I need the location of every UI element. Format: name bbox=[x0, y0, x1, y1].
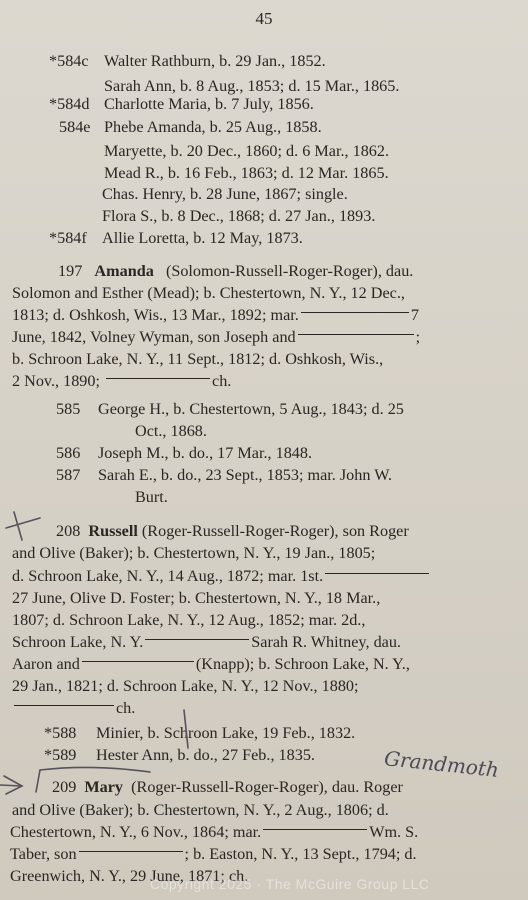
list-item: 584e bbox=[59, 118, 91, 136]
list-item-text: Mead R., b. 16 Feb., 1863; d. 12 Mar. 1865. bbox=[104, 164, 389, 182]
child-text: Joseph M., b. do., 17 Mar., 1848. bbox=[98, 444, 313, 462]
child-number: 586 bbox=[56, 444, 81, 462]
entry-russell-heading: 208 Russell (Roger-Russell-Roger-Roger), son Roger bbox=[56, 522, 409, 540]
entry-text: Greenwich, N. Y., 29 June, 1871; ch. bbox=[10, 867, 249, 885]
entry-text: 1813; d. Oshkosh, Wis., 13 Mar., 1892; mar. 7 bbox=[12, 306, 419, 324]
child-number: 587 bbox=[56, 466, 81, 484]
child-text: George H., b. Chestertown, 5 Aug., 1843; d. 25 bbox=[98, 400, 404, 418]
entry-text: 29 Jan., 1821; d. Schroon Lake, N. Y., 12 Nov., 1880; bbox=[12, 677, 359, 695]
entry-text: b. Schroon Lake, N. Y., 11 Sept., 1812; d. Oshkosh, Wis., bbox=[12, 350, 384, 368]
watermark: Copyright 2025 · The McGuire Group LLC bbox=[150, 876, 430, 892]
entry-text: Chestertown, N. Y., 6 Nov., 1864; mar. Wm. S. bbox=[10, 823, 419, 841]
child-text: Minier, b. Schroon Lake, 19 Feb., 1832. bbox=[96, 724, 356, 742]
list-item-text: Chas. Henry, b. 28 June, 1867; single. bbox=[102, 185, 348, 203]
list-item: *584d bbox=[49, 95, 90, 113]
entry-text: and Olive (Baker); b. Chestertown, N. Y., 2 Aug., 1806; d. bbox=[12, 801, 389, 819]
list-item-text: Charlotte Maria, b. 7 July, 1856. bbox=[104, 95, 314, 113]
entry-mary-heading: 209 Mary (Roger-Russell-Roger-Roger), dau. Roger bbox=[52, 778, 403, 796]
list-item-text: Allie Loretta, b. 12 May, 1873. bbox=[102, 229, 303, 247]
child-text: Sarah E., b. do., 23 Sept., 1853; mar. John W. bbox=[98, 466, 393, 484]
pencil-cross-mark bbox=[6, 518, 40, 528]
pencil-bracket-mark bbox=[40, 767, 150, 772]
list-item-text: Phebe Amanda, b. 25 Aug., 1858. bbox=[104, 118, 322, 136]
child-text: Burt. bbox=[135, 488, 168, 506]
entry-text: June, 1842, Volney Wyman, son Joseph and ; bbox=[12, 328, 421, 346]
entry-text: 2 Nov., 1890; ch. bbox=[12, 372, 232, 390]
entry-text: and Olive (Baker); b. Chestertown, N. Y., 19 Jan., 1805; bbox=[12, 544, 376, 562]
page-number: 45 bbox=[255, 9, 273, 28]
handwritten-note: Grandmoth bbox=[383, 746, 501, 782]
entry-text: Schroon Lake, N. Y. Sarah R. Whitney, dau. bbox=[12, 633, 401, 651]
child-text: Oct., 1868. bbox=[135, 422, 207, 440]
entry-text: d. Schroon Lake, N. Y., 14 Aug., 1872; mar. 1st. bbox=[12, 565, 431, 587]
entry-text: 27 June, Olive D. Foster; b. Chestertown, N. Y., 18 Mar., bbox=[12, 589, 381, 607]
child-number: 585 bbox=[56, 400, 81, 418]
entry-text: ch. bbox=[12, 697, 135, 719]
list-item-text: Sarah Ann, b. 8 Aug., 1853; d. 15 Mar., 1865. bbox=[104, 77, 400, 95]
child-text: Hester Ann, b. do., 27 Feb., 1835. bbox=[96, 746, 315, 764]
entry-amanda-heading: 197 Amanda (Solomon-Russell-Roger-Roger), dau. bbox=[58, 262, 414, 280]
list-item: *584c bbox=[49, 52, 89, 70]
pencil-stroke-mark bbox=[184, 710, 188, 748]
list-item-text: Maryette, b. 20 Dec., 1860; d. 6 Mar., 1862. bbox=[104, 142, 390, 160]
pencil-arrow-mark bbox=[0, 785, 22, 786]
entry-text: Solomon and Esther (Mead); b. Chestertown, N. Y., 12 Dec., bbox=[12, 284, 405, 302]
entry-text: Taber, son ; b. Easton, N. Y., 13 Sept., 1794; d. bbox=[10, 845, 417, 863]
entry-text: 1807; d. Schroon Lake, N. Y., 12 Aug., 1852; mar. 2d., bbox=[12, 611, 366, 629]
entry-text: Aaron and (Knapp); b. Schroon Lake, N. Y., bbox=[12, 655, 410, 673]
child-number: *588 bbox=[44, 724, 77, 742]
list-item: *584f bbox=[49, 229, 87, 247]
child-number: *589 bbox=[44, 746, 77, 764]
list-item-text: Walter Rathburn, b. 29 Jan., 1852. bbox=[104, 52, 326, 70]
list-item-text: Flora S., b. 8 Dec., 1868; d. 27 Jan., 1893. bbox=[102, 207, 376, 225]
pencil-bracket-mark bbox=[36, 770, 40, 792]
